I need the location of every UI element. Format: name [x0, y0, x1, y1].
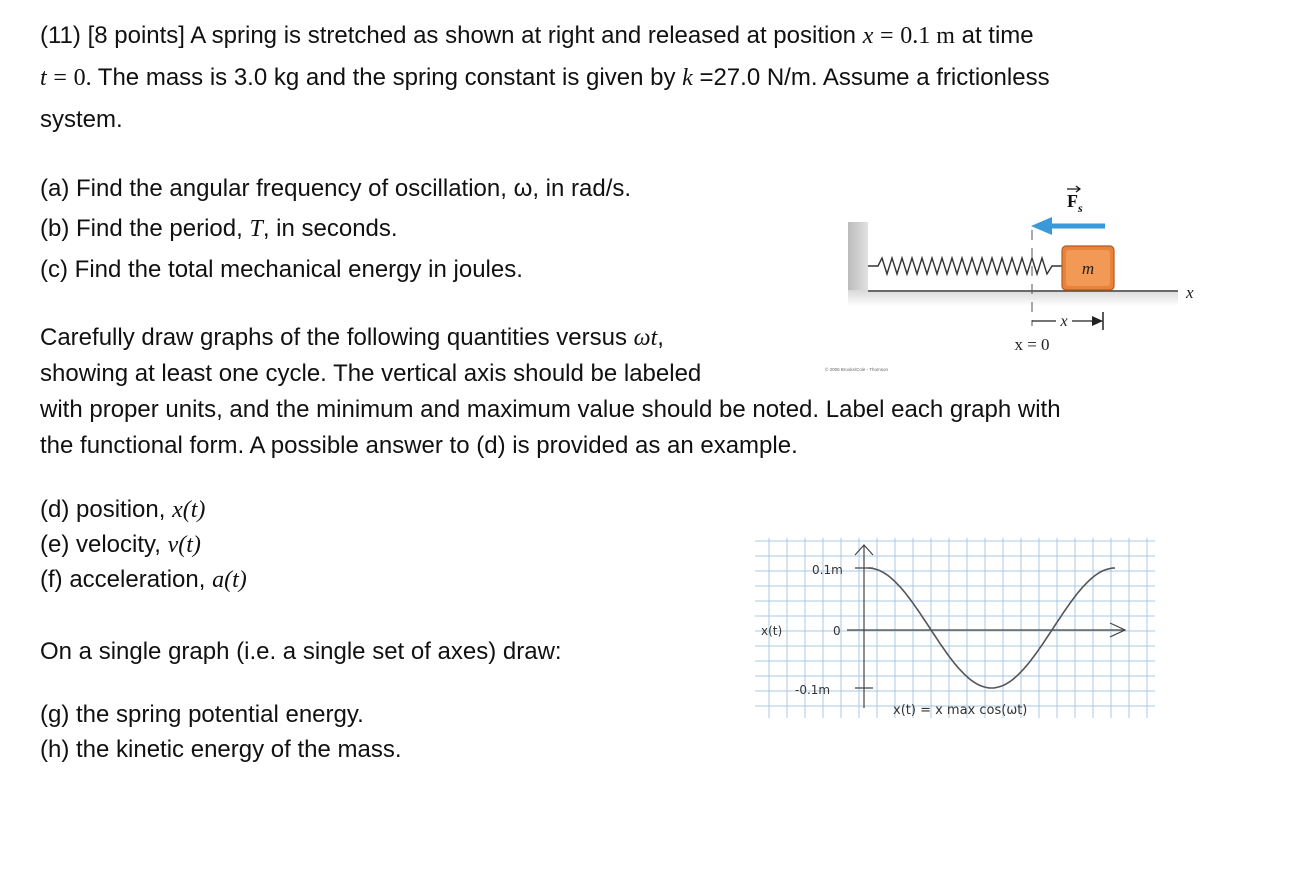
- single-graph-instruction: On a single graph (i.e. a single set of axes) draw:: [40, 638, 562, 665]
- instructions-line-1: [40, 323, 664, 353]
- part-h: (h) the kinetic energy of the mass.: [40, 736, 402, 763]
- origin-label: x = 0: [1014, 335, 1050, 354]
- part-g: (g) the spring potential energy.: [40, 701, 364, 728]
- example-sketch: [755, 533, 1155, 723]
- axis-label: x: [1186, 283, 1194, 302]
- floor: [848, 290, 1178, 306]
- equals-sign: =: [880, 23, 894, 49]
- part-b: [40, 214, 398, 244]
- instructions-line-3: with proper units, and the minimum and maximum value should be noted. Label each graph with: [40, 396, 1061, 423]
- y-max-label: 0.1m: [812, 563, 843, 577]
- spring-mass-figure: [820, 180, 1200, 380]
- part-e-text: (e) velocity,: [40, 531, 161, 558]
- k-text: =27.0 N/m. Assume a frictionless: [699, 64, 1050, 91]
- part-f: [40, 565, 247, 595]
- t0-value: 0.: [73, 65, 92, 91]
- y-axis-label: x(t): [761, 624, 783, 638]
- formula-label: x(t) = x max cos(ωt): [893, 703, 1028, 718]
- instructions-text-1: Carefully draw graphs of the following quantities versus: [40, 324, 627, 351]
- instructions-line-4: the functional form. A possible answer to (d) is provided as an example.: [40, 432, 798, 459]
- force-label: [1067, 191, 1083, 215]
- t-symbol: t: [40, 65, 47, 91]
- velocity-function: v(t): [167, 532, 201, 558]
- part-e: [40, 530, 201, 560]
- mass-text: The mass is 3.0 kg and the spring constant is given by: [97, 64, 676, 91]
- wall: [848, 222, 868, 292]
- at-time: at time: [961, 22, 1034, 49]
- k-symbol: k: [682, 65, 693, 91]
- x0-value: 0.1 m: [900, 23, 955, 49]
- spring: [868, 258, 1062, 274]
- part-b-suffix: , in seconds.: [262, 215, 398, 242]
- part-d-text: (d) position,: [40, 496, 166, 523]
- problem-line-2: [40, 63, 1050, 93]
- equals-sign-2: =: [53, 65, 67, 91]
- part-b-text: (b) Find the period,: [40, 215, 243, 242]
- force-symbol: F: [1067, 191, 1078, 211]
- mass-label: m: [1081, 259, 1095, 278]
- problem-header: (11) [8 points] A spring is stretched as shown at right and released at position: [40, 22, 857, 49]
- period-symbol: T: [249, 216, 263, 242]
- displacement-arrow-head: [1092, 316, 1103, 326]
- part-f-text: (f) acceleration,: [40, 566, 206, 593]
- force-arrow-head: [1031, 217, 1052, 235]
- problem-line-3: system.: [40, 106, 123, 133]
- comma: ,: [657, 324, 664, 351]
- omega-t: ωt: [633, 325, 658, 351]
- part-d: [40, 495, 205, 525]
- acceleration-function: a(t): [212, 567, 247, 593]
- copyright: © 2006 Brooks/Cole - Thomson: [825, 367, 889, 372]
- part-c: (c) Find the total mechanical energy in joules.: [40, 256, 523, 283]
- x-symbol: x: [862, 23, 874, 49]
- position-function: x(t): [172, 497, 206, 523]
- instructions-line-2: showing at least one cycle. The vertical axis should be labeled: [40, 360, 702, 387]
- problem-line-1: [40, 21, 1034, 51]
- displacement-label: x: [1060, 313, 1068, 330]
- part-a: (a) Find the angular frequency of oscillation, ω, in rad/s.: [40, 175, 632, 202]
- force-subscript: s: [1078, 201, 1083, 215]
- y-min-label: -0.1m: [795, 683, 831, 697]
- y-zero-label: 0: [833, 624, 841, 638]
